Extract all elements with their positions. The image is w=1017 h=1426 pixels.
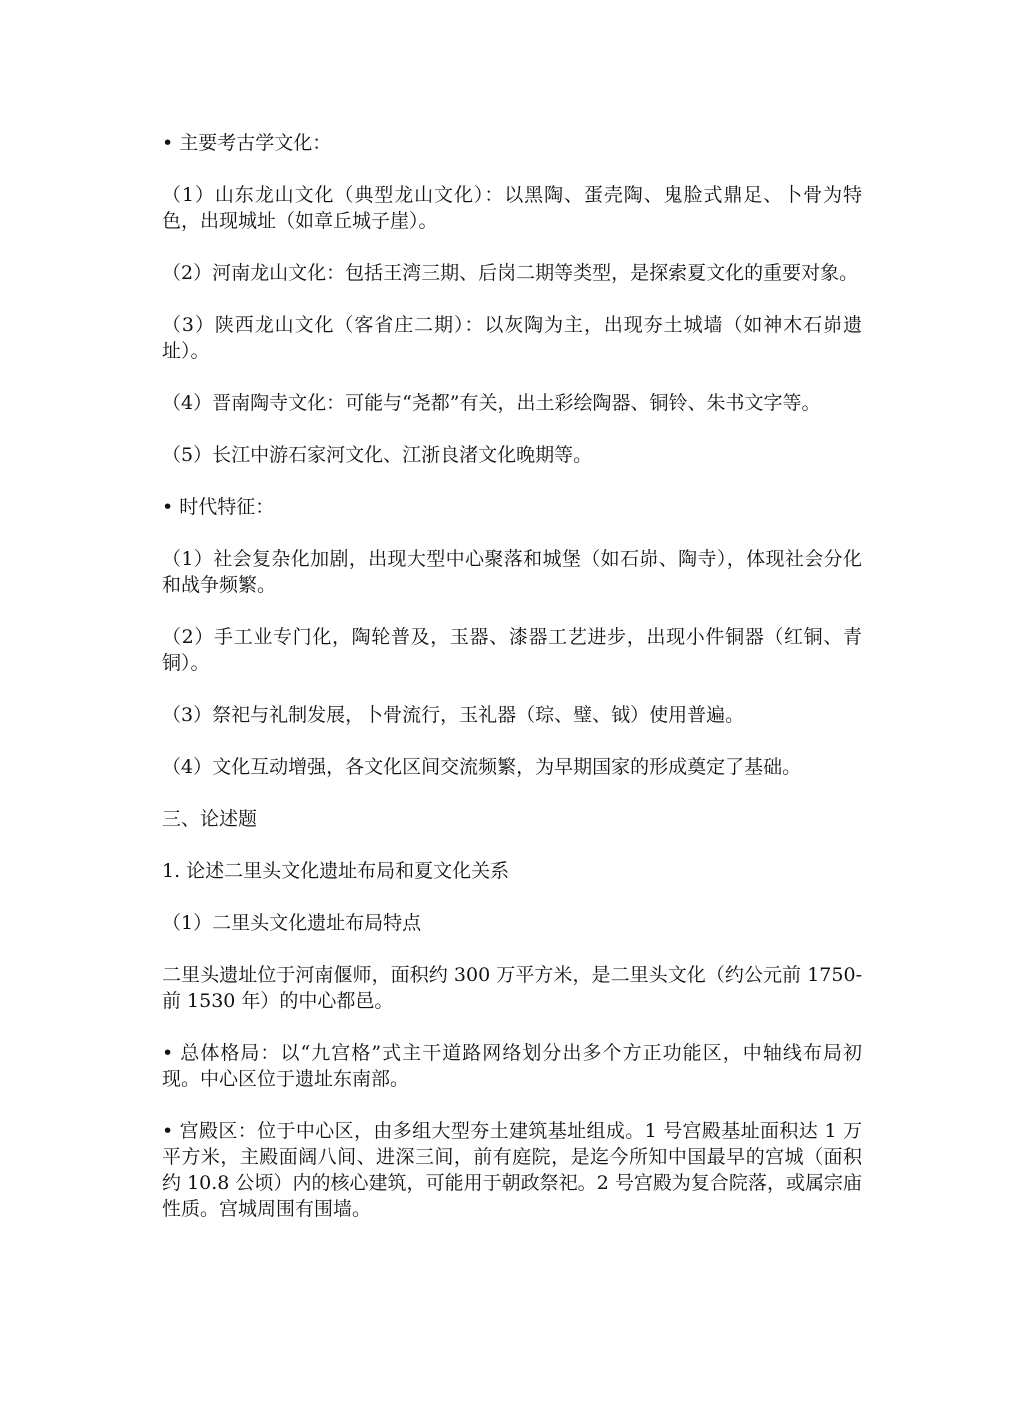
list-item: （4）文化互动增强，各文化区间交流频繁，为早期国家的形成奠定了基础。: [162, 756, 802, 778]
question-title: 1. 论述二里头文化遗址布局和夏文化关系: [162, 860, 510, 882]
list-item: （1）山东龙山文化（典型龙山文化）：以黑陶、蛋壳陶、鬼脸式鼎足、卜骨为特色，出现城址（如章丘城子崖）。: [162, 184, 862, 232]
list-item: （2）手工业专门化，陶轮普及，玉器、漆器工艺进步，出现小件铜器（红铜、青铜）。: [162, 626, 862, 674]
section-title-essay-questions: 三、论述题: [162, 808, 258, 830]
bullet-paragraph: • 宫殿区：位于中心区，由多组大型夯土建筑基址组成。1 号宫殿基址面积达 1 万平方米，主殿面阔八间、进深三间，前有庭院，是迄今所知中国最早的宫城（面积约 10.8 公顷）内的核心建筑，可能用于朝政祭祀。2 号宫殿为复合院落，或属宗庙性质。宫城周围有围墙。: [162, 1120, 862, 1220]
list-item: （3）祭祀与礼制发展，卜骨流行，玉礼器（琮、璧、钺）使用普遍。: [162, 704, 745, 726]
list-item: （3）陕西龙山文化（客省庄二期）：以灰陶为主，出现夯土城墙（如神木石峁遗址）。: [162, 314, 862, 362]
list-item: （5）长江中游石家河文化、江浙良渚文化晚期等。: [162, 444, 593, 466]
list-item: （2）河南龙山文化：包括王湾三期、后岗二期等类型，是探索夏文化的重要对象。: [162, 262, 859, 284]
section-heading-archaeological-cultures: • 主要考古学文化：: [162, 132, 332, 154]
document-page: [162, 130, 862, 1222]
body-paragraph: 二里头遗址位于河南偃师，面积约 300 万平方米，是二里头文化（约公元前 1750-前 1530 年）的中心都邑。: [162, 964, 862, 1012]
list-item: （4）晋南陶寺文化：可能与“尧都”有关，出土彩绘陶器、铜铃、朱书文字等。: [162, 392, 821, 414]
bullet-paragraph: • 总体格局：以“九宫格”式主干道路网络划分出多个方正功能区，中轴线布局初现。中心区位于遗址东南部。: [162, 1042, 862, 1090]
section-heading-era-features: • 时代特征：: [162, 496, 275, 518]
list-item: （1）社会复杂化加剧，出现大型中心聚落和城堡（如石峁、陶寺），体现社会分化和战争频繁。: [162, 548, 862, 596]
subsection-title: （1）二里头文化遗址布局特点: [162, 912, 422, 934]
